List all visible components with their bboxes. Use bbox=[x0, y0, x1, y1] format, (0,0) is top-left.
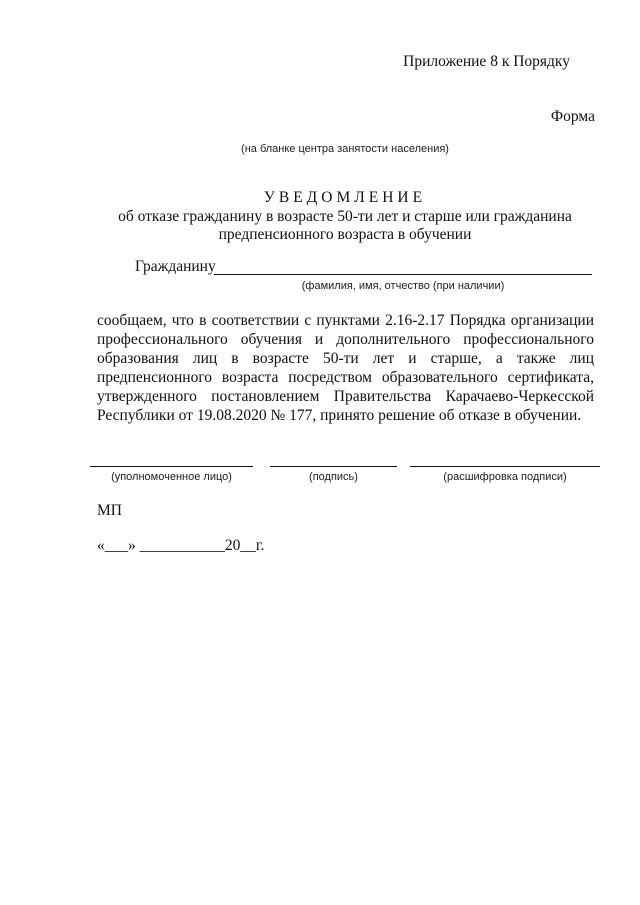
stamp-place-label: МП bbox=[97, 502, 122, 519]
document-subtitle-line-1: об отказе гражданину в возрасте 50-ти лет и старше или гражданина bbox=[118, 208, 572, 225]
document-subtitle-line-2: предпенсионного возраста в обучении bbox=[218, 226, 472, 243]
notification-body-text: сообщаем, что в соответствии с пунктами 2.16-2.17 Порядка организации профессионального обучения и дополнительного профессионального образования лиц в возрасте 50-ти лет и старше, а также лиц предпенсионного возраста посредством образовательного сертификата, утвержденного постановлением Правительства Карачаево-Черкесской Республики от 19.08.2020 № 177, принято решение об отказе в обучении. bbox=[97, 312, 594, 424]
appendix-reference: Приложение 8 к Порядку bbox=[403, 53, 570, 70]
authorized-person-line bbox=[90, 466, 253, 467]
document-title: УВЕДОМЛЕНИЕ bbox=[263, 189, 427, 206]
signature-line bbox=[270, 466, 397, 467]
signature-caption: (подпись) bbox=[309, 471, 358, 483]
form-label: Форма bbox=[550, 108, 595, 125]
date-field: «___» ___________20__г. bbox=[97, 537, 265, 554]
full-name-caption: (фамилия, имя, отчество (при наличии) bbox=[301, 280, 505, 292]
letterhead-note: (на бланке центра занятости населения) bbox=[241, 143, 449, 155]
addressee-name-field-line bbox=[214, 274, 592, 275]
signature-decoding-line bbox=[410, 466, 600, 467]
authorized-person-caption: (уполномоченное лицо) bbox=[111, 471, 232, 483]
addressee-label: Гражданину bbox=[135, 258, 216, 275]
signature-decoding-caption: (расшифровка подписи) bbox=[443, 471, 567, 483]
